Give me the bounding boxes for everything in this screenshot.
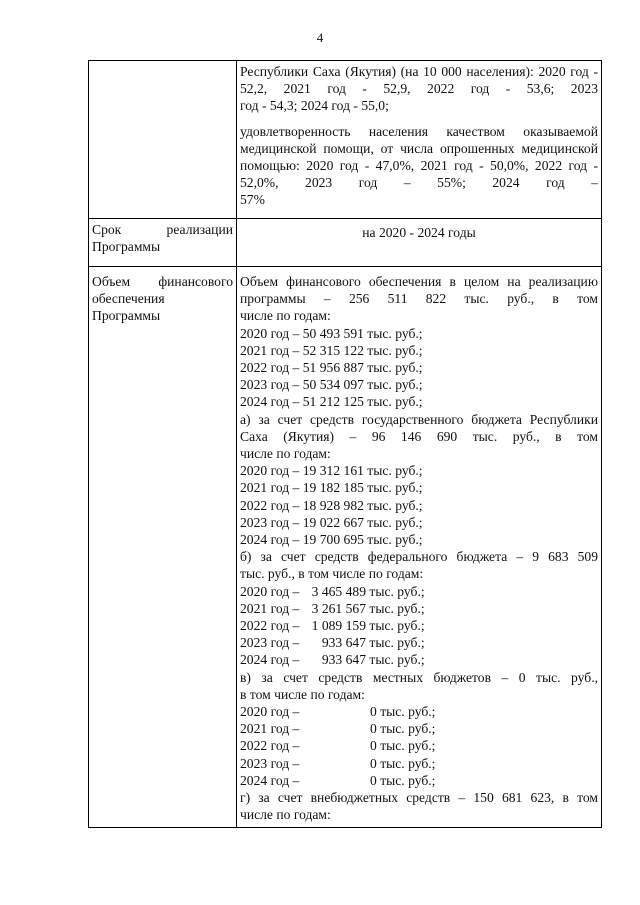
b-unit: тыс. руб.; [369,583,425,599]
v-year-line [240,737,598,754]
b-unit: тыс. руб.; [369,652,425,668]
v-year: 2021 год – [240,721,300,737]
a-year-2022: 2022 год – 18 928 982 тыс. руб.; [240,497,423,513]
b-year-line [240,600,598,617]
total-year-2021: 2021 год – 52 315 122 тыс. руб.; [240,342,423,358]
table-row-term [89,219,602,267]
v-unit: тыс. руб.; [380,755,436,771]
funding-cell [237,267,602,828]
indicator-1-last: год - 54,3; 2024 год - 55,0; [240,98,389,114]
indicators-cell [237,61,602,219]
v-year: 2022 год – [240,738,300,754]
v-year-line [240,703,598,720]
v-year-line [240,772,598,789]
v-year: 2023 год – [240,755,300,771]
total-year-2024: 2024 год – 51 212 125 тыс. руб.; [240,394,423,410]
b-amount: 3 261 567 [311,600,366,616]
b-amount: 3 465 489 [311,583,366,599]
b-year-line [240,617,598,634]
funding-label: Объем финансового обеспечения Программы [89,267,237,828]
b-unit: тыс. руб.; [369,600,425,616]
program-passport-table [88,60,602,828]
a-year-2020: 2020 год – 19 312 161 тыс. руб.; [240,463,423,479]
v-amount: 0 [370,738,377,754]
v-amount: 0 [370,704,377,720]
indicator-2-last: 57% [240,192,265,208]
source-a-last: числе по годам: [240,446,331,462]
b-year: 2022 год – [240,618,300,634]
v-year-line [240,720,598,737]
table-row-funding [89,267,602,828]
source-g-text: г) за счет внебюджетных средств – 150 681 623, в том [240,790,598,806]
source-b-text: б) за счет средств федерального бюджета – 9 683 509 [240,549,598,565]
v-unit: тыс. руб.; [380,738,436,754]
b-amount: 1 089 159 [311,618,366,634]
b-year-line [240,583,598,600]
row-label-empty [89,61,237,219]
source-a-text: а) за счет средств государственного бюджета Республики Саха (Якутия) – 96 146 690 тыс. руб., в том [240,411,598,444]
indicator-1-text: Республики Саха (Якутия) (на 10 000 населения): 2020 год - 52,2, 2021 год - 52,9, 2022 год - 53,6; 2023 [240,64,598,97]
source-g-last: числе по годам: [240,807,331,823]
v-amount: 0 [370,772,377,788]
v-year: 2020 год – [240,704,300,720]
b-year: 2024 год – [240,652,300,668]
v-unit: тыс. руб.; [380,772,436,788]
b-year-line [240,634,598,651]
v-unit: тыс. руб.; [380,704,436,720]
total-year-2022: 2022 год – 51 956 887 тыс. руб.; [240,360,423,376]
b-unit: тыс. руб.; [369,618,425,634]
b-year: 2020 год – [240,583,300,599]
indicator-2-text: удовлетворенность населения качеством оказываемой медицинской помощи, от числа опрошенных медицинской помощью: 2020 год - 47,0%, 2021 год - 50,0%, 2022 год - 52,0%, 2023 год – 55%; 2024 год – [240,123,598,191]
page-number: 4 [316,30,324,45]
v-amount: 0 [370,755,377,771]
source-v-last: в том числе по годам: [240,686,365,702]
v-year-line [240,755,598,772]
term-label: Срок реализации Программы [89,219,237,267]
source-b-last: тыс. руб., в том числе по годам: [240,566,424,582]
v-unit: тыс. руб.; [380,721,436,737]
b-year: 2023 год – [240,635,300,651]
indicator-paragraph-2 [240,123,598,209]
funding-intro-last: числе по годам: [240,308,331,324]
a-year-2024: 2024 год – 19 700 695 тыс. руб.; [240,532,423,548]
source-v-text: в) за счет средств местных бюджетов – 0 тыс. руб., [240,669,598,685]
a-year-2023: 2023 год – 19 022 667 тыс. руб.; [240,514,423,530]
b-year-line [240,651,598,668]
total-year-2020: 2020 год – 50 493 591 тыс. руб.; [240,325,423,341]
funding-intro: Объем финансового обеспечения в целом на реализацию программы – 256 511 822 тыс. руб., в том [240,274,598,307]
v-year: 2024 год – [240,772,300,788]
total-year-2023: 2023 год – 50 534 097 тыс. руб.; [240,377,423,393]
term-value: на 2020 - 2024 годы [237,219,602,267]
table-row-indicators [89,61,602,219]
v-amount: 0 [370,721,377,737]
indicator-paragraph-1 [240,63,598,115]
b-amount: 933 647 [321,635,366,651]
b-unit: тыс. руб.; [369,635,425,651]
b-year: 2021 год – [240,600,300,616]
a-year-2021: 2021 год – 19 182 185 тыс. руб.; [240,480,423,496]
b-amount: 933 647 [321,652,366,668]
